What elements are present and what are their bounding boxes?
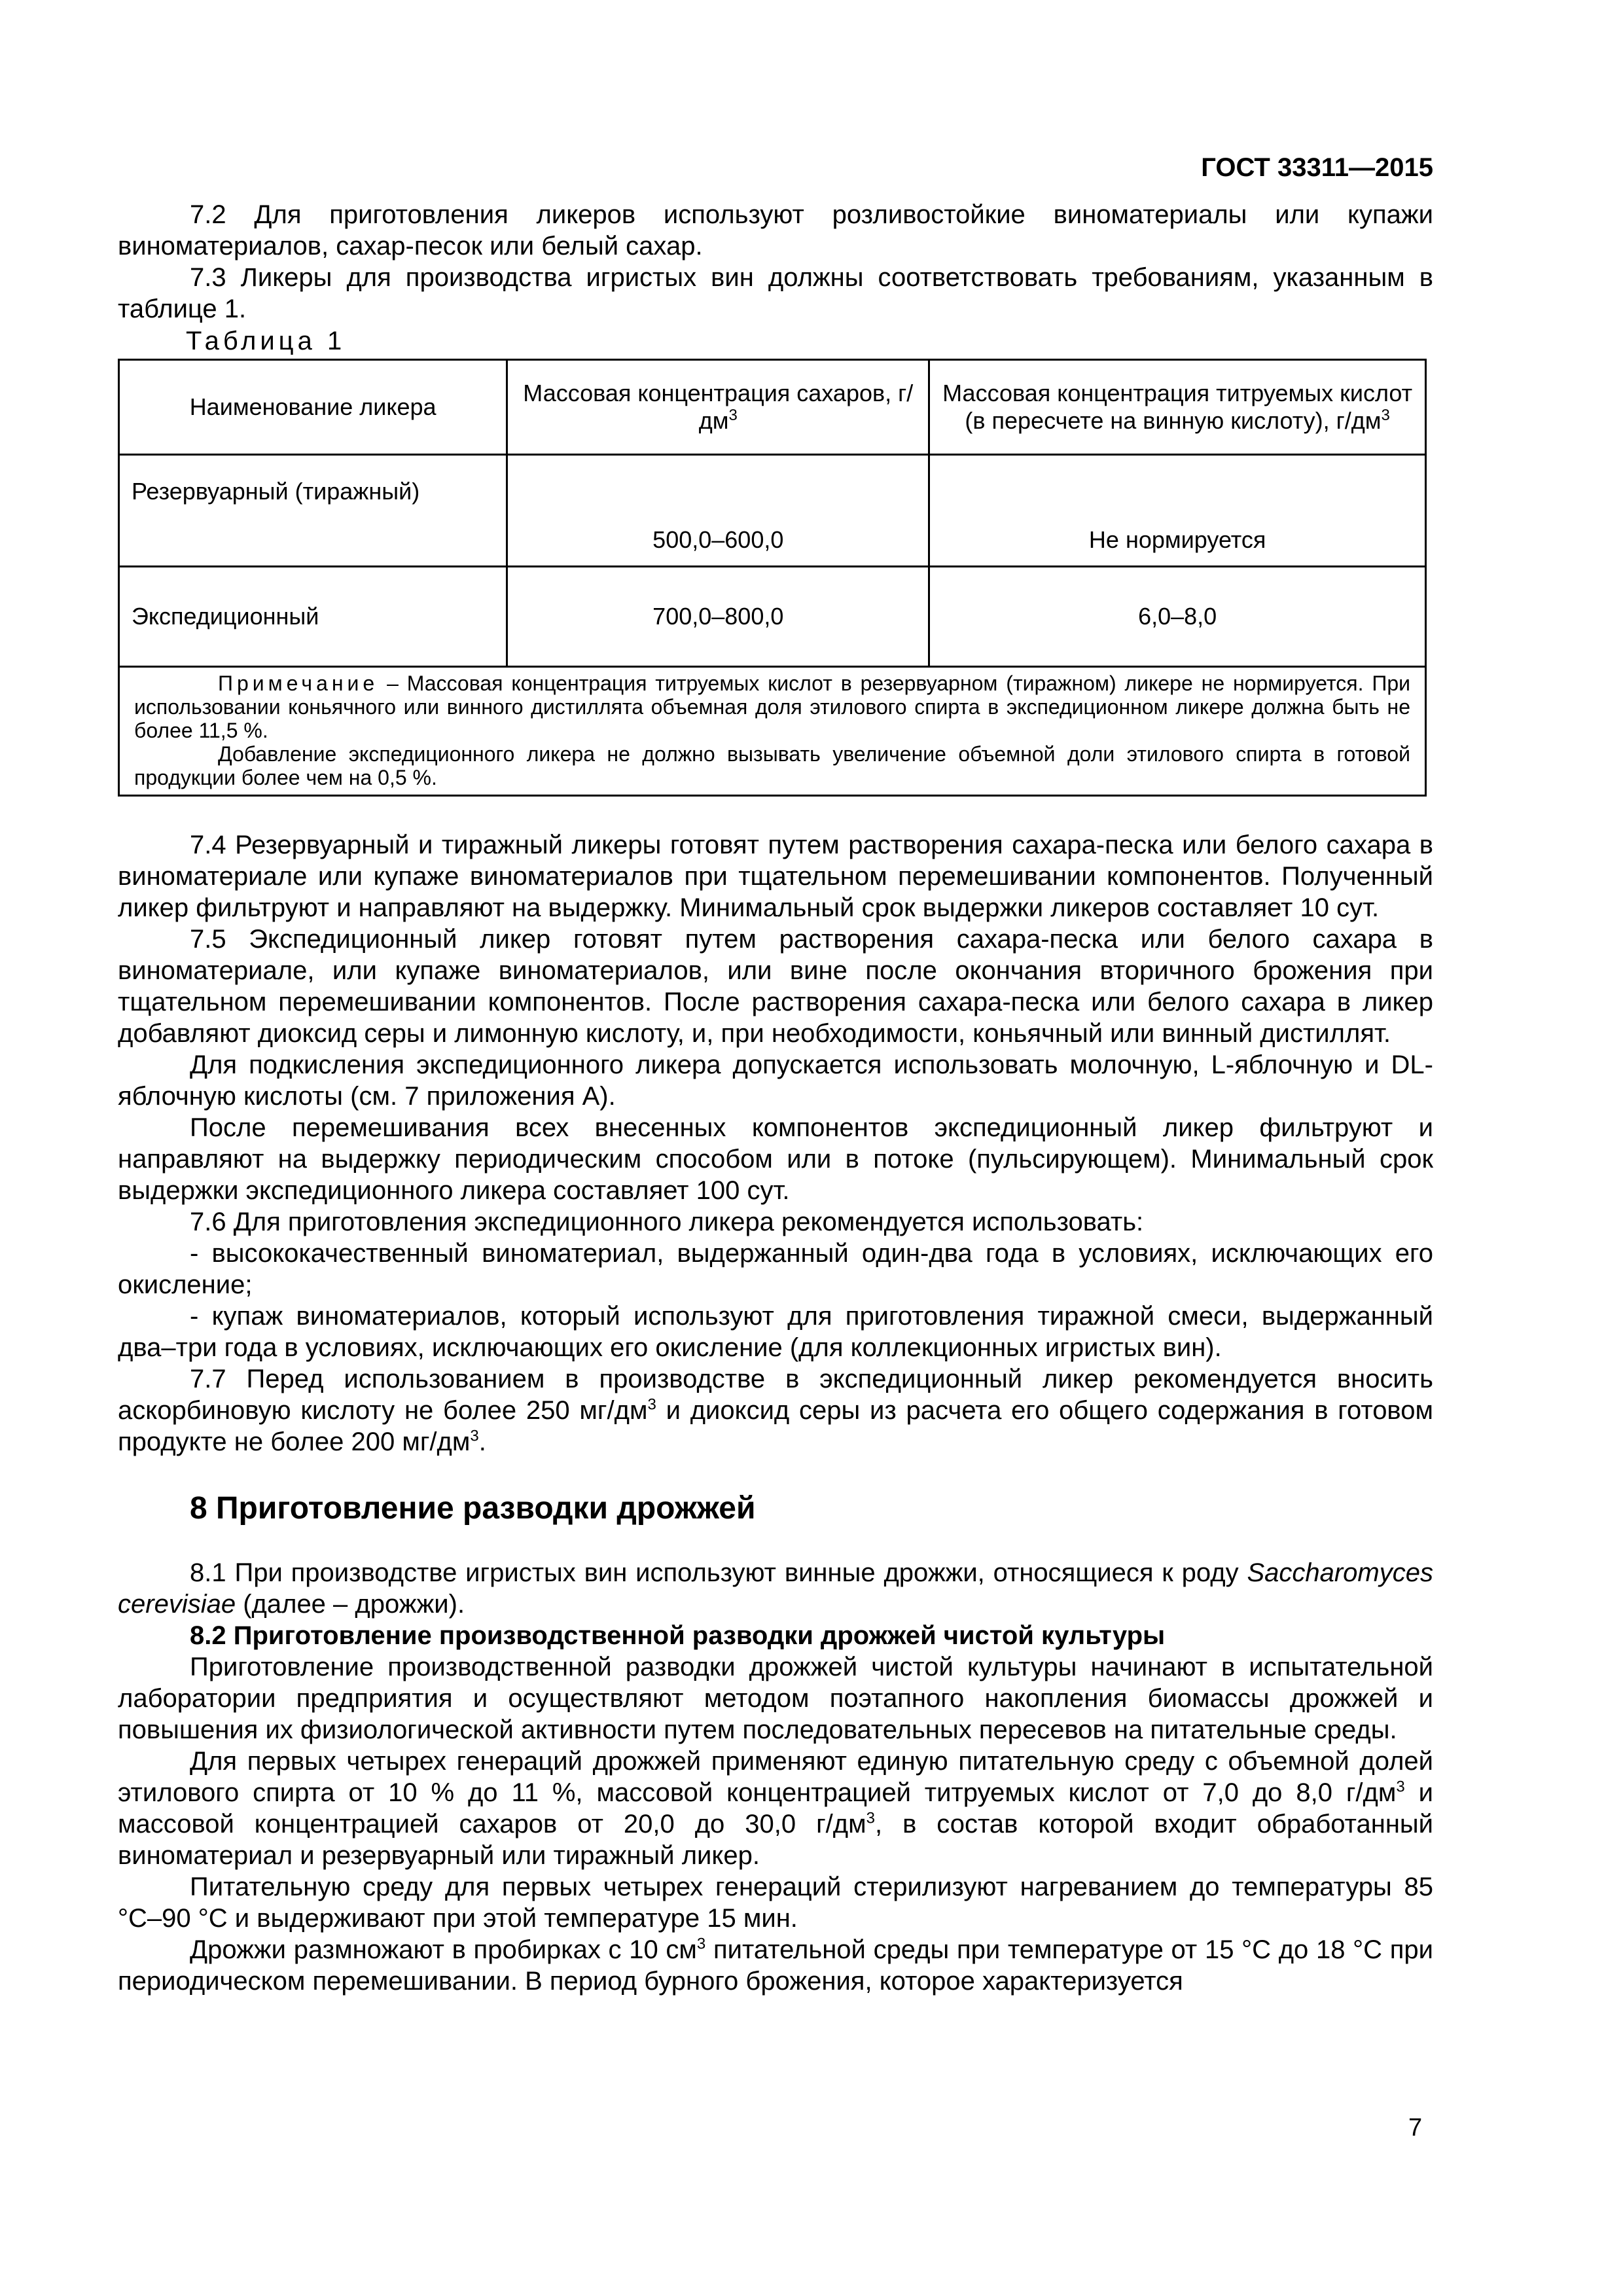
- paragraph-8-2-a: Приготовление производственной разводки дрожжей чистой культуры начинают в испытательной лаборатории предприятия и осуществляют методом поэтапного накопления биомассы дрожжей и повышения их физиологической активности путем последовательных пересевов на питательные среды.: [118, 1653, 1433, 1744]
- subsection-8-2-title: 8.2 Приготовление производственной разводки дрожжей чистой культуры: [190, 1621, 1166, 1650]
- cell-liqueur-name: Экспедиционный: [119, 567, 507, 667]
- paragraph-7-7: 7.7 Перед использованием в производстве в экспедиционный ликер рекомендуется вносить аскорбиновую кислоту не более 250 $мг/дм^3$ и диоксид серы из расчета его общего содержания в готовом продукте не более 200 $мг/дм^3$.: [118, 1365, 1433, 1456]
- paragraph-8-2-c: Питательную среду для первых четырех генераций стерилизуют нагреванием до температуры 85 °С–90 °С и выдерживают при этой температуре 15 мин.: [118, 1873, 1433, 1933]
- header-acid-concentration: Массовая концентрация титруемых кислот (в пересчете на винную кислоту), $г/дм^3$: [929, 360, 1426, 455]
- cell-sugar-value: 700,0–800,0: [507, 567, 929, 667]
- paragraph-7-5-acidification: Для подкисления экспедиционного ликера допускается использовать молочную, L-яблочную и DL-яблочную кислоты (см. 7 приложения А).: [118, 1050, 1433, 1111]
- paragraph-7-6: 7.6 Для приготовления экспедиционного ликера рекомендуется использовать:: [190, 1208, 1144, 1236]
- table-note: [119, 667, 1426, 796]
- paragraph-8-1: 8.1 При производстве игристых вин используют винные дрожжи, относящиеся к роду Saccharomyces cerevisiae (далее – дрожжи).: [118, 1558, 1433, 1619]
- note-text-1: – Массовая концентрация титруемых кислот в резервуарном (тиражном) ликере не нормируется. При использовании коньячного или винного дистиллята объемная доля этилового спирта в экспедиционном ликере должна быть не более 11,5 %.: [134, 672, 1410, 742]
- paragraph-7-3: 7.3 Ликеры для производства игристых вин должны соответствовать требованиям, указанным в таблице 1.: [118, 263, 1433, 323]
- table-row: [119, 455, 1426, 567]
- list-item: - высококачественный виноматериал, выдержанный один-два года в условиях, исключающих его окисление;: [118, 1239, 1433, 1299]
- table-header-row: [119, 360, 1426, 455]
- note-text-2: Добавление экспедиционного ликера не должно вызывать увеличение объемной доли этилового спирта в готовой продукции более чем на 0,5 %.: [134, 742, 1410, 789]
- cell-sugar-value: 500,0–600,0: [507, 455, 929, 567]
- document-header: ГОСТ 33311—2015: [1201, 153, 1433, 182]
- note-label: Примечание: [218, 672, 379, 695]
- page-number: 7: [1408, 2114, 1423, 2142]
- table-note-row: [119, 667, 1426, 796]
- list-item: - купаж виноматериалов, который используют для приготовления тиражной смеси, выдержанный два–три года в условиях, исключающих его окисление (для коллекционных игристых вин).: [118, 1302, 1433, 1362]
- liqueur-requirements-table: [118, 359, 1427, 797]
- cell-liqueur-name: Резервуарный (тиражный): [119, 455, 507, 567]
- table-row: [119, 567, 1426, 667]
- paragraph-7-5: 7.5 Экспедиционный ликер готовят путем растворения сахара-песка или белого сахара в виноматериале, или купаже виноматериалов, или вине после окончания вторичного брожения при тщательном перемешивании компонентов. После растворения сахара-песка или белого сахара в ликер добавляют диоксид серы и лимонную кислоту, и, при необходимости, коньячный или винный дистиллят.: [118, 925, 1433, 1048]
- paragraph-8-2-d: Дрожжи размножают в пробирках с 10 $см^3$ питательной среды при температуре от 15 °С до 18 °С при периодическом перемешивании. В период бурного брожения, которое характеризуется: [118, 1935, 1434, 1996]
- document-page: [118, 151, 1433, 1997]
- section-8-title: 8 Приготовление разводки дрожжей: [190, 1491, 756, 1526]
- paragraph-7-4: 7.4 Резервуарный и тиражный ликеры готовят путем растворения сахара-песка или белого сахара в виноматериале или купаже виноматериалов при тщательном перемешивании компонентов. Полученный ликер фильтруют и направляют на выдержку. Минимальный срок выдержки ликеров составляет 10 сут.: [118, 831, 1433, 922]
- table-caption: Таблица 1: [186, 327, 346, 355]
- cell-acid-value: 6,0–8,0: [929, 567, 1426, 667]
- species-name: Saccharomyces cerevisiae: [118, 1558, 1433, 1619]
- paragraph-8-2-b: Для первых четырех генераций дрожжей применяют единую питательную среду с объемной долей этилового спирта от 10 % до 11 %, массовой концентрацией титруемых кислот от 7,0 до 8,0 $г/дм^3$ и массовой концентрацией сахаров от 20,0 до 30,0 $г/дм^3$, в состав которой входит обработанный виноматериал и резервуарный или тиражный ликер.: [118, 1747, 1434, 1870]
- header-liqueur-name: Наименование ликера: [119, 360, 507, 455]
- paragraph-7-5-aging: После перемешивания всех внесенных компонентов экспедиционный ликер фильтруют и направляют на выдержку периодическим способом или в потоке (пульсирующем). Минимальный срок выдержки экспедиционного ликера составляет 100 сут.: [118, 1113, 1433, 1205]
- cell-acid-value: Не нормируется: [929, 455, 1426, 567]
- header-sugar-concentration: Массовая концентрация сахаров, $г/дм^3$: [507, 360, 929, 455]
- paragraph-7-2: 7.2 Для приготовления ликеров используют розливостойкие виноматериалы или купажи виноматериалов, сахар-песок или белый сахар.: [118, 200, 1433, 260]
